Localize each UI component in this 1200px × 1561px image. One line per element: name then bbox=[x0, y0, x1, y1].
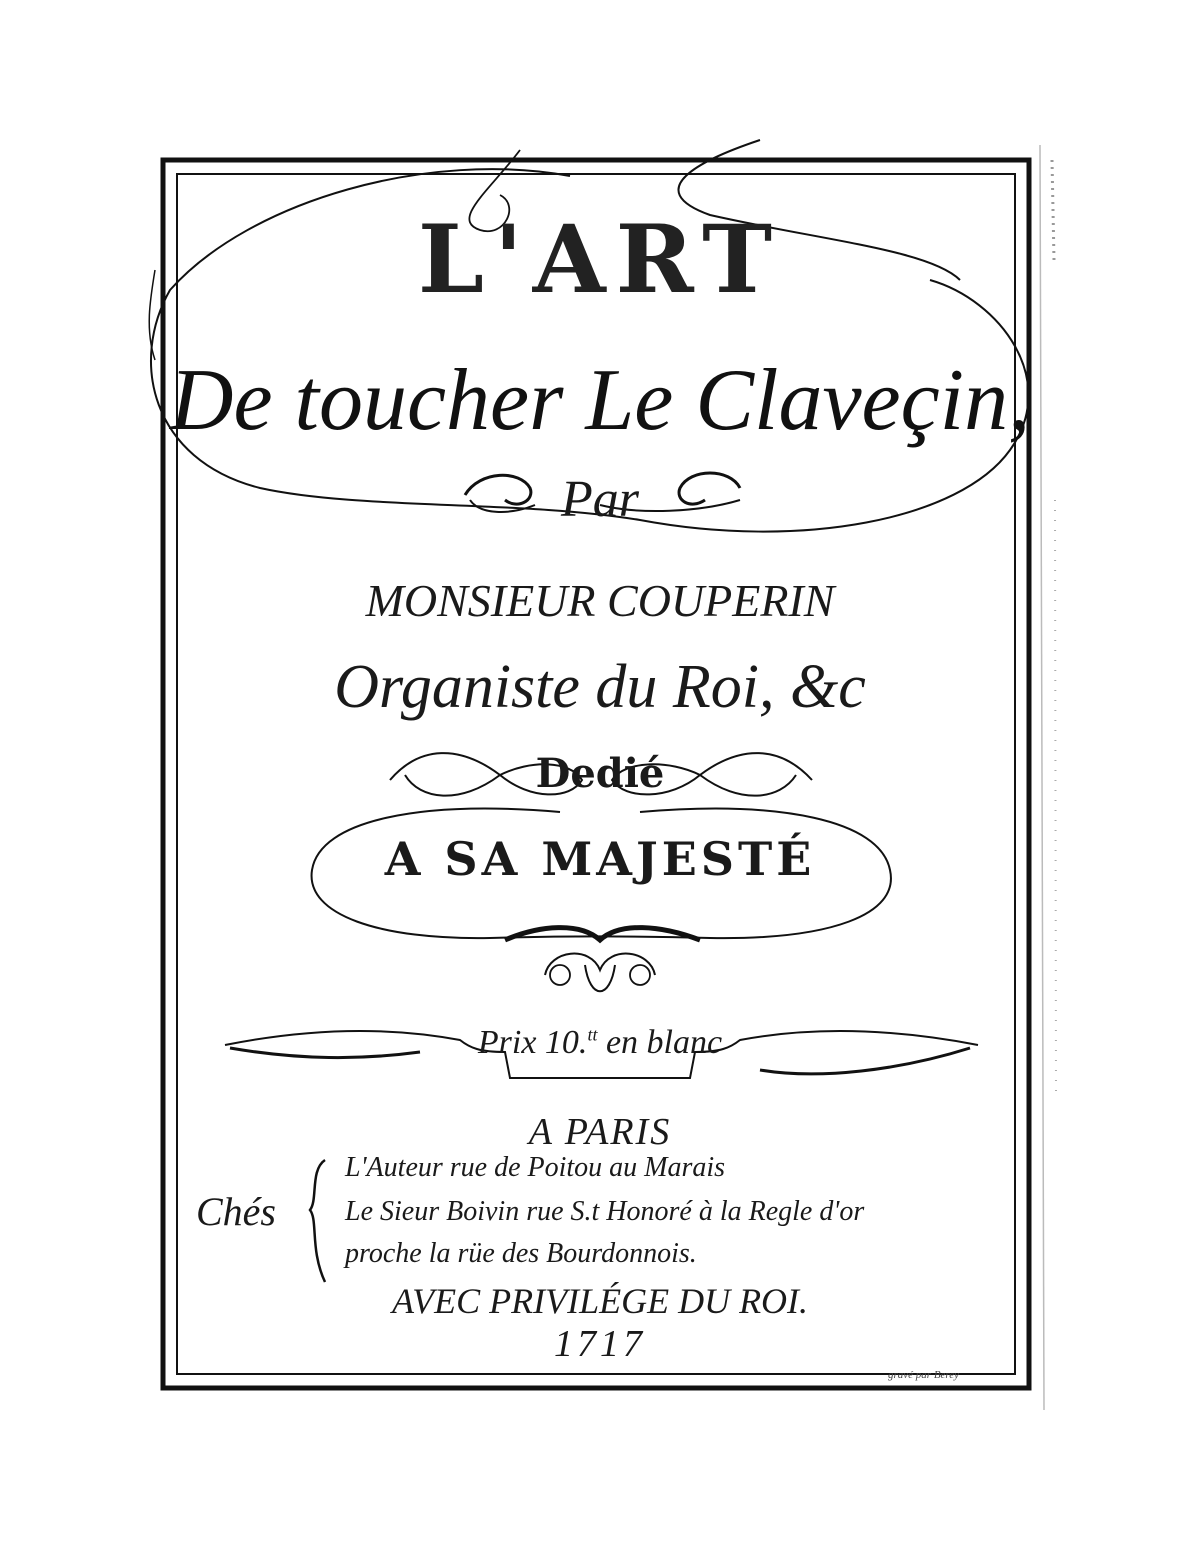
center-ornament-top bbox=[505, 928, 700, 940]
publication-year: 1717 bbox=[554, 1323, 646, 1365]
center-ornament-scroll-right bbox=[630, 965, 650, 985]
price bbox=[0, 1024, 1200, 1062]
imprint-city: A PARIS bbox=[528, 1111, 672, 1153]
royal-privilege: AVEC PRIVILÉGE DU ROI. bbox=[391, 1281, 809, 1321]
dedication-label: Dedié bbox=[535, 750, 665, 797]
ches-label: Chés bbox=[196, 1189, 276, 1234]
title-main: L'ART bbox=[417, 205, 783, 315]
price-suffix: en blanc bbox=[605, 1024, 723, 1061]
address-line: proche la rüe des Bourdonnois. bbox=[345, 1238, 697, 1269]
address-brace bbox=[310, 1160, 325, 1282]
price-unit: tt bbox=[587, 1024, 598, 1045]
engraver-credit: gravé par Berey bbox=[888, 1369, 960, 1381]
author-name: MONSIEUR COUPERIN bbox=[365, 575, 835, 626]
address-line: Le Sieur Boivin rue S.t Honoré à la Regle d'or bbox=[345, 1196, 865, 1227]
address-line: L'Auteur rue de Poitou au Marais bbox=[345, 1152, 726, 1183]
title-subtitle: De toucher Le Claveçin, bbox=[169, 352, 1031, 449]
author-position: Organiste du Roi, &c bbox=[334, 653, 866, 721]
center-ornament-scroll-left bbox=[550, 965, 570, 985]
price-prefix: Prix 10. bbox=[477, 1024, 588, 1061]
by-label: Par bbox=[561, 471, 639, 528]
dedication-recipient: A SA MAJESTÉ bbox=[384, 832, 816, 886]
